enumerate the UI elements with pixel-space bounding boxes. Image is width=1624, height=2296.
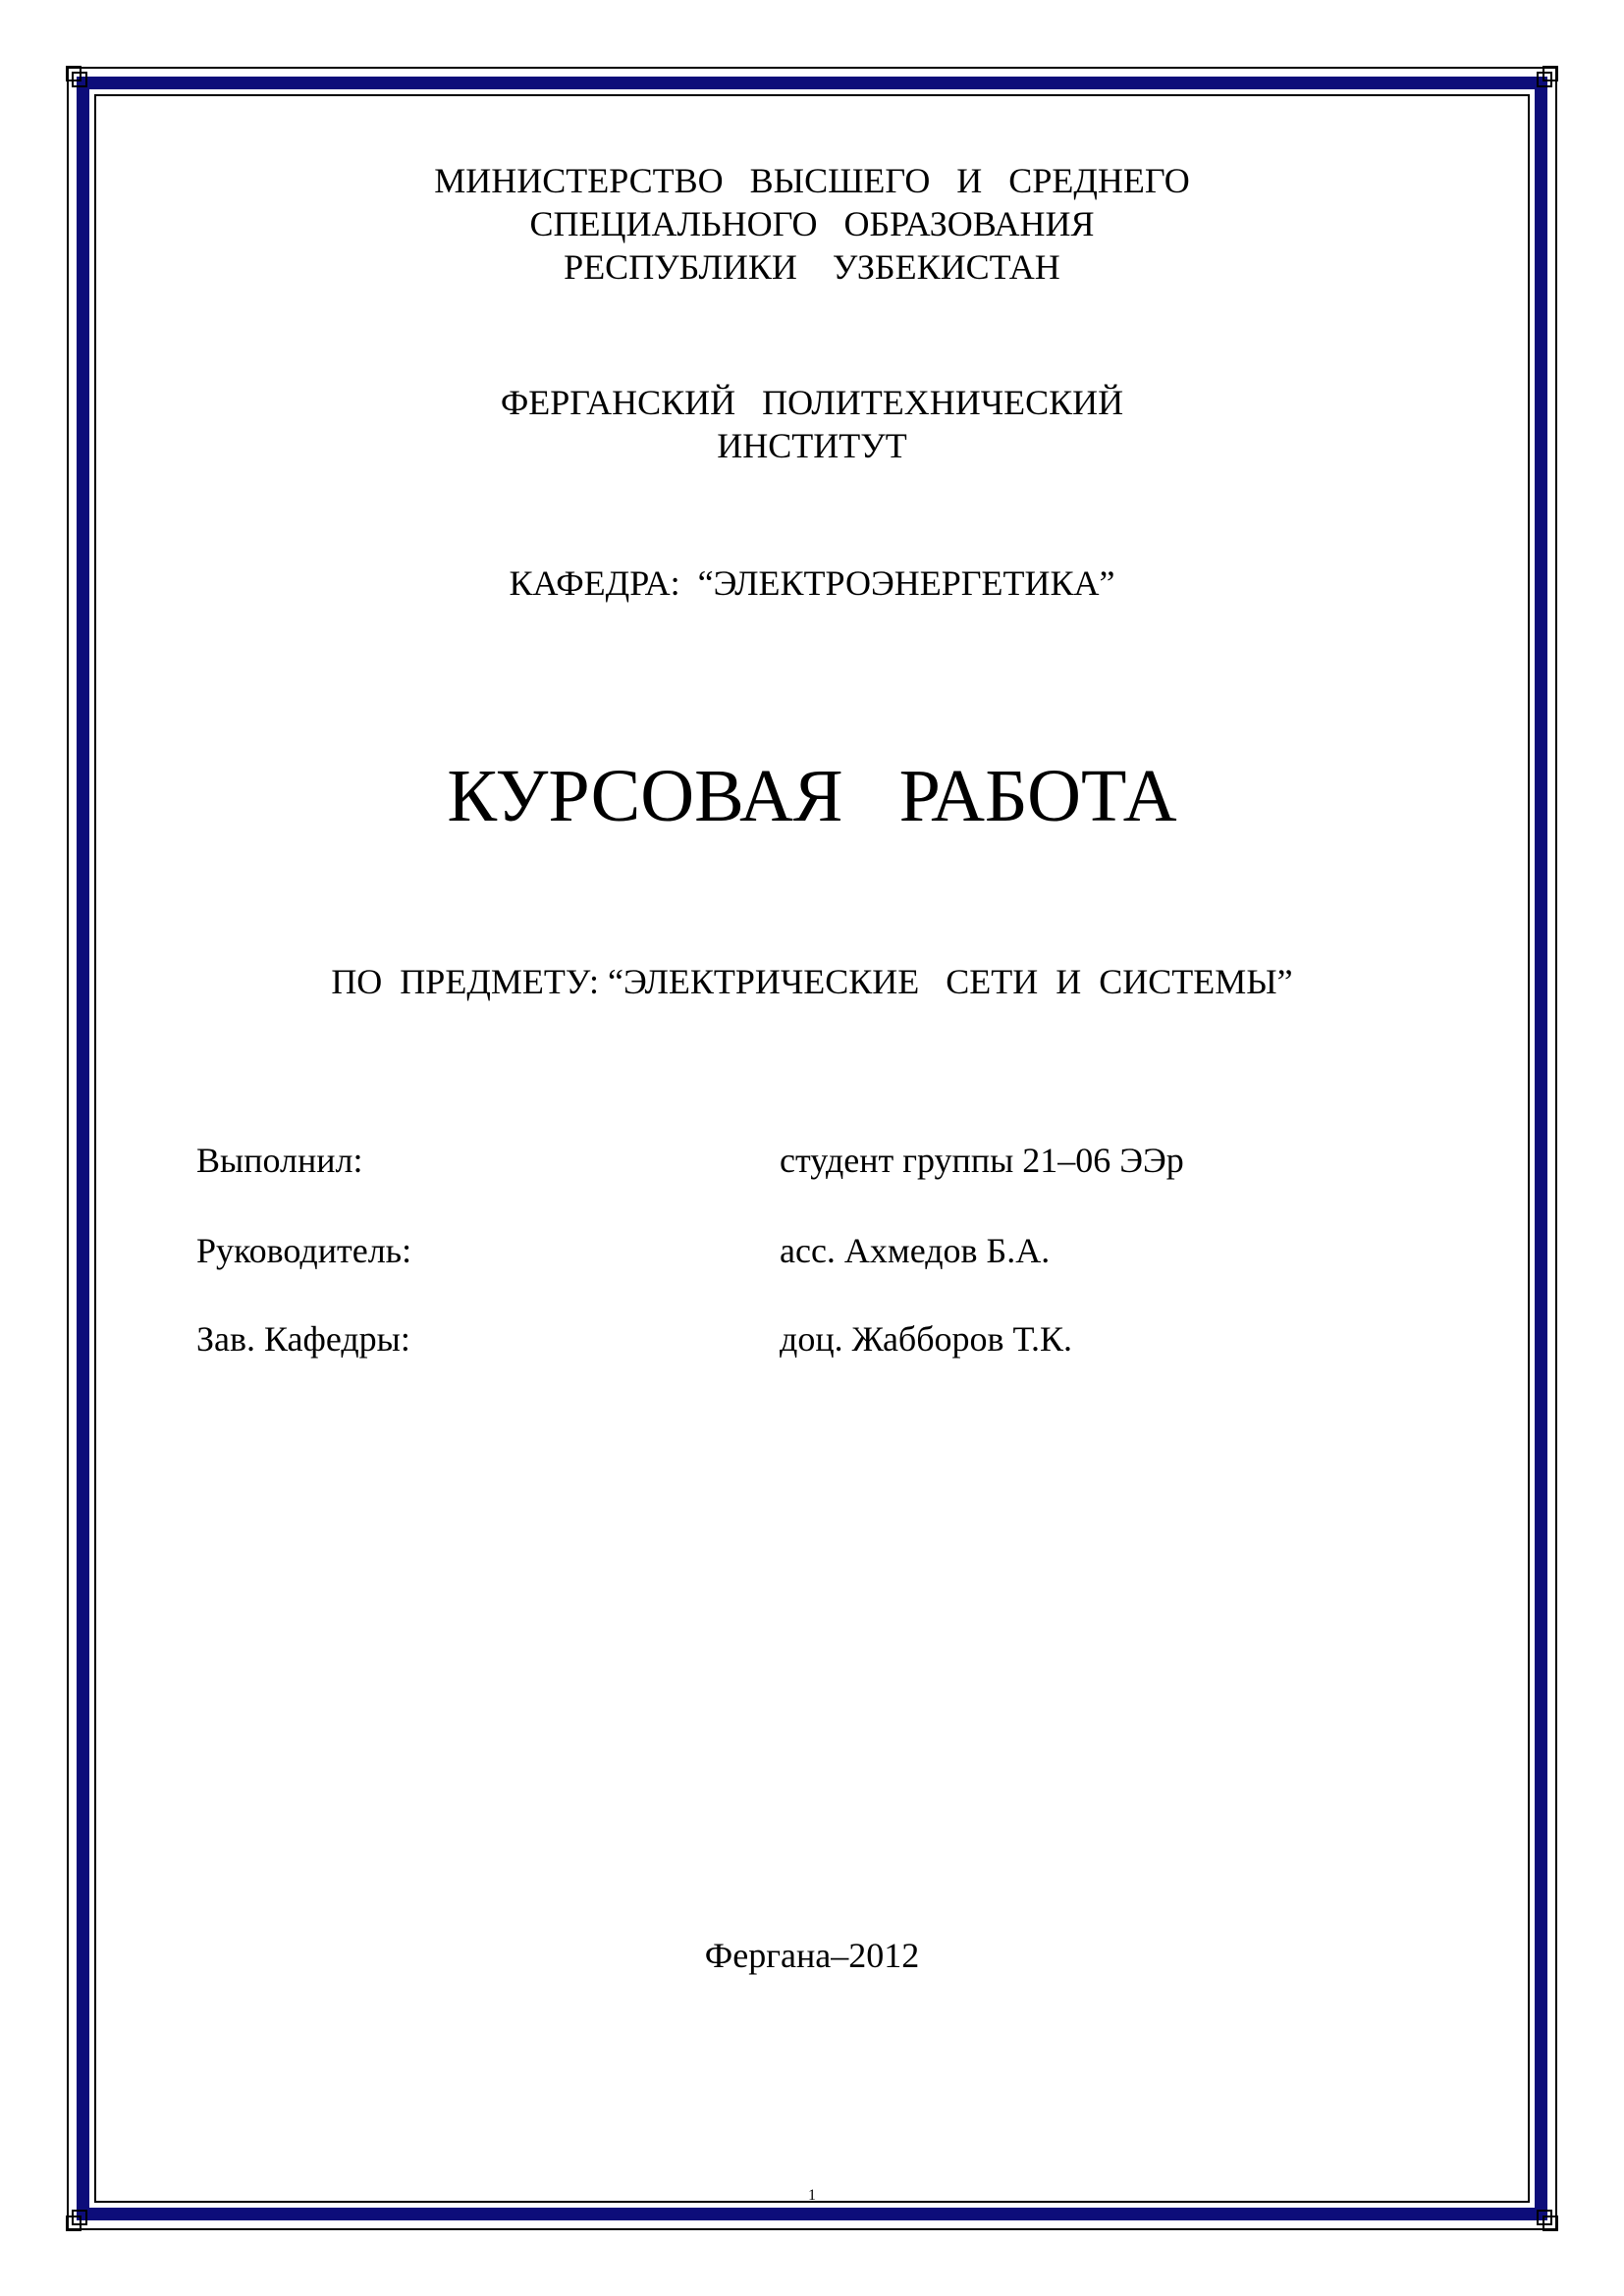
ministry-line: МИНИСТЕРСТВО ВЫСШЕГО И СРЕДНЕГО <box>434 161 1190 200</box>
institute-line: ФЕРГАНСКИЙ ПОЛИТЕХНИЧЕСКИЙ <box>500 383 1124 422</box>
page-number: 1 <box>808 2187 816 2204</box>
department-heading <box>0 561 1624 605</box>
info-value: доц. Жабборов Т.К. <box>780 1319 1072 1359</box>
ministry-line: СПЕЦИАЛЬНОГО ОБРАЗОВАНИЯ <box>529 204 1095 243</box>
info-row-supervisor <box>196 1229 1473 1272</box>
institute-heading <box>0 381 1624 467</box>
institute-line: ИНСТИТУТ <box>717 426 907 465</box>
info-label: Зав. Кафедры: <box>196 1319 410 1359</box>
info-value: асс. Ахмедов Б.А. <box>780 1231 1051 1270</box>
document-title-text: КУРСОВАЯ РАБОТА <box>447 755 1177 837</box>
ministry-line: РЕСПУБЛИКИ УЗБЕКИСТАН <box>564 247 1060 287</box>
department-line: КАФЕДРА: “ЭЛЕКТРОЭНЕРГЕТИКА” <box>509 563 1115 603</box>
frame-corner-ornament-icon <box>1526 63 1561 98</box>
info-label: Руководитель: <box>196 1231 412 1270</box>
document-title <box>0 752 1624 840</box>
info-label: Выполнил: <box>196 1141 363 1180</box>
subject-heading <box>0 960 1624 1003</box>
city-year <box>0 1934 1624 1977</box>
info-row-head-of-department <box>196 1317 1473 1361</box>
frame-corner-ornament-icon <box>63 63 98 98</box>
info-value: студент группы 21–06 ЭЭр <box>780 1141 1184 1180</box>
subject-line: ПО ПРЕДМЕТУ: “ЭЛЕКТРИЧЕСКИЕ СЕТИ И СИСТЕМЫ” <box>331 962 1293 1001</box>
info-row-performed-by <box>196 1139 1473 1182</box>
city-year-text: Фергана–2012 <box>704 1936 920 1975</box>
ministry-heading <box>0 159 1624 289</box>
